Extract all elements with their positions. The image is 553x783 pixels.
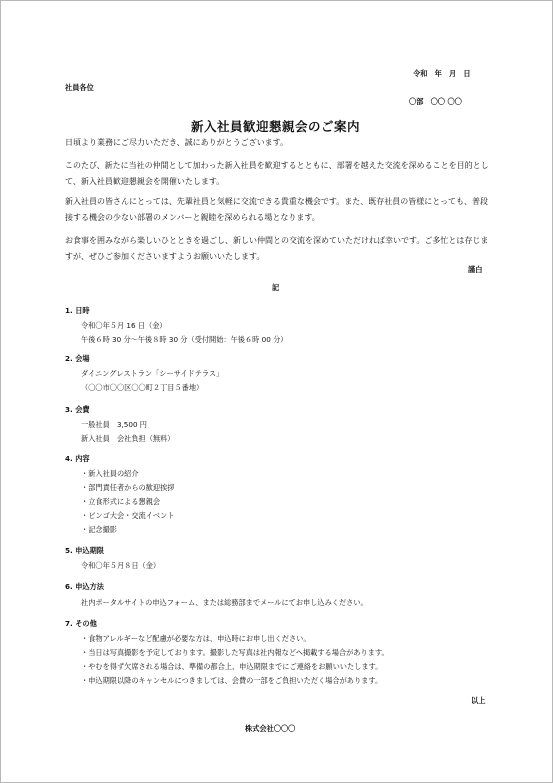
body-paragraph-3: 新入社員の皆さんにとっては、先輩社員と気軽に交流できる貴重な機会です。また、既存社員の皆様にとっても、普段接する機会の少ない部署のメンバーと親睦を深められる場となります。 xyxy=(65,197,489,222)
item-4-line-5: ・記念撮影 xyxy=(81,525,117,534)
closing-ijou: 以上 xyxy=(471,696,486,705)
item-3-line-2: 新入社員 会社負担（無料） xyxy=(81,434,175,443)
item-4-heading: 4. 内容 xyxy=(65,454,90,463)
item-6-heading: 6. 申込方法 xyxy=(65,582,104,591)
item-7-line-1: ・食物アレルギーなど配慮が必要な方は、申込時にお申し出ください。 xyxy=(81,634,311,643)
item-3-heading: 3. 会費 xyxy=(65,405,90,414)
item-3-line-1: 一般社員 3,500 円 xyxy=(81,420,147,429)
ki-heading: 記 xyxy=(272,283,280,292)
item-5-line-1: 令和〇年５月８日（金） xyxy=(81,561,161,570)
sender: 〇部 〇〇 〇〇 xyxy=(409,97,462,106)
recipient: 社員各位 xyxy=(65,83,94,92)
item-1-line-2: 午後６時 30 分～午後８時 30 分（受付開始：午後６時 00 分） xyxy=(81,335,288,344)
closing-kinpaku: 謹白 xyxy=(468,265,483,274)
item-7-heading: 7. その他 xyxy=(65,619,97,628)
item-4-line-4: ・ビンゴ大会・交流イベント xyxy=(81,511,175,520)
item-4-line-2: ・部門責任者からの歓迎挨拶 xyxy=(81,483,175,492)
body-paragraph-2: このたび、新たに当社の仲間として加わった新入社員を歓迎するとともに、部署を越えた交流を深めることを目的として、新入社員歓迎懇親会を開催いたします。 xyxy=(65,161,489,186)
item-7-line-4: ・申込期限以降のキャンセルにつきましては、会費の一部をご負担いただく場合があります。 xyxy=(81,676,383,685)
item-4-line-1: ・新入社員の紹介 xyxy=(81,469,139,478)
item-1-line-1: 令和〇年５月 16 日（金） xyxy=(81,321,167,330)
item-2-heading: 2. 会場 xyxy=(65,354,90,363)
body-paragraph-1: 日頃より業務にご尽力いただき、誠にありがとうございます。 xyxy=(65,138,289,147)
item-5-heading: 5. 申込期限 xyxy=(65,546,104,555)
item-1-heading: 1. 日時 xyxy=(65,306,90,315)
item-7-line-2: ・当日は写真撮影を予定しております。撮影した写真は社内報などへ掲載する場合があります。 xyxy=(81,648,389,657)
body-paragraph-4: お食事を囲みながら楽しいひとときを過ごし、新しい仲間との交流を深めていただければ幸いです。ご多忙とは存じますが、ぜひご参加くださいますようお願いいたします。 xyxy=(65,236,489,261)
item-6-line-1: 社内ポータルサイトの申込フォーム、または総務部までメールにてお申し込みください。 xyxy=(81,598,368,607)
item-4-line-3: ・立食形式による懇親会 xyxy=(81,497,161,506)
document-title: 新入社員歓迎懇親会のご案内 xyxy=(191,119,361,134)
item-2-line-2: （〇〇市〇〇区〇〇町２丁目５番地） xyxy=(81,383,204,392)
document-date: 令和 年 月 日 xyxy=(413,69,471,78)
item-2-line-1: ダイニングレストラン「シーサイドテラス」 xyxy=(81,369,224,378)
company-name: 株式会社〇〇〇 xyxy=(245,724,296,733)
item-7-line-3: ・やむを得ず欠席される場合は、準備の都合上、申込期限までにご連絡をお願いいたします。 xyxy=(81,662,383,671)
